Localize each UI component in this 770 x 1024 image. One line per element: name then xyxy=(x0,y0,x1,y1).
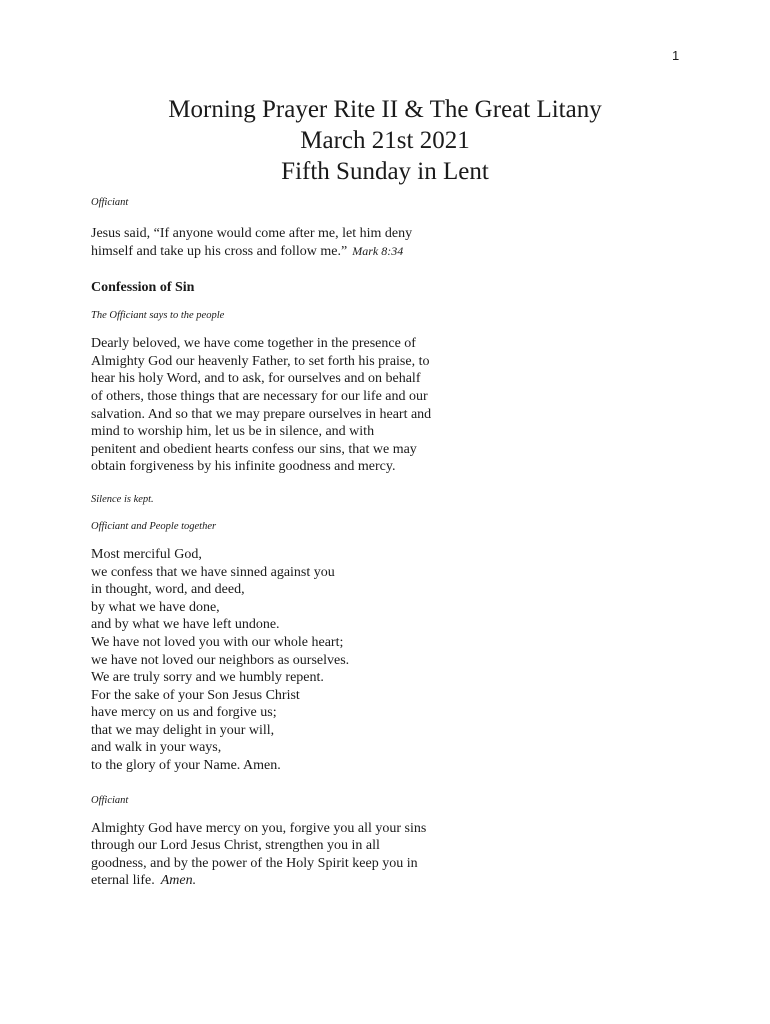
opening-line-2 xyxy=(91,243,691,261)
confession-heading: Confession of Sin xyxy=(91,280,195,296)
exhortation-line: of others, those things that are necessary for our life and our xyxy=(91,388,428,404)
exhortation-line: mind to worship him, let us be in silence, and with xyxy=(91,424,375,440)
absolution-rubric: Officiant xyxy=(91,794,129,806)
prayer-line: We have not loved you with our whole heart; xyxy=(91,634,344,650)
prayer-line: we have not loved our neighbors as ourselves. xyxy=(91,652,350,668)
opening-sentence xyxy=(91,225,691,260)
exhortation-line: salvation. And so that we may prepare ourselves in heart and xyxy=(91,406,432,422)
exhortation-line: obtain forgiveness by his infinite goodness and mercy. xyxy=(91,459,396,475)
scripture-citation: Mark 8:34 xyxy=(352,243,404,258)
absolution-line-4-text: eternal life. xyxy=(91,873,155,889)
prayer-line: we confess that we have sinned against you xyxy=(91,564,335,580)
prayer-line: and walk in your ways, xyxy=(91,740,222,756)
prayer-line: have mercy on us and forgive us; xyxy=(91,705,277,721)
prayer-line: and by what we have left undone. xyxy=(91,617,280,633)
exhortation-line: penitent and obedient hearts confess our sins, that we may xyxy=(91,441,417,457)
opening-rubric: Officiant xyxy=(91,197,129,208)
exhortation-line: hear his holy Word, and to ask, for ourselves and on behalf xyxy=(91,371,421,387)
silence-rubric: Silence is kept. xyxy=(91,493,154,505)
confession-prayer xyxy=(91,546,691,775)
title-line-1: Morning Prayer Rite II & The Great Litany xyxy=(168,96,602,123)
absolution-line: goodness, and by the power of the Holy Spirit keep you in xyxy=(91,855,418,871)
title-line-2: March 21st 2021 xyxy=(300,127,470,154)
exhortation-paragraph xyxy=(91,335,691,476)
absolution-line: through our Lord Jesus Christ, strengthen you in all xyxy=(91,838,380,854)
opening-line-1: Jesus said, “If anyone would come after me, let him deny xyxy=(91,226,413,241)
exhortation-line: Almighty God our heavenly Father, to set forth his praise, to xyxy=(91,353,430,369)
title-line-3: Fifth Sunday in Lent xyxy=(281,158,489,185)
prayer-line: that we may delight in your will, xyxy=(91,722,275,738)
absolution-paragraph xyxy=(91,820,691,890)
prayer-line: For the sake of your Son Jesus Christ xyxy=(91,687,300,703)
page-title xyxy=(0,94,770,187)
absolution-line: Almighty God have mercy on you, forgive you all your sins xyxy=(91,820,427,836)
exhortation-line: Dearly beloved, we have come together in the presence of xyxy=(91,336,416,352)
prayer-line: in thought, word, and deed, xyxy=(91,582,245,598)
prayer-line: Most merciful God, xyxy=(91,546,202,562)
prayer-rubric: Officiant and People together xyxy=(91,520,217,532)
absolution-line xyxy=(91,872,691,890)
opening-line-2-text: himself and take up his cross and follow me.” xyxy=(91,243,348,259)
confession-rubric: The Officiant says to the people xyxy=(91,310,225,322)
page-number: 1 xyxy=(672,48,680,63)
amen-response: Amen. xyxy=(160,873,197,889)
prayer-line: to the glory of your Name. Amen. xyxy=(91,758,281,774)
document-body xyxy=(91,195,691,890)
prayer-line: by what we have done, xyxy=(91,599,220,615)
prayer-line: We are truly sorry and we humbly repent. xyxy=(91,670,324,686)
